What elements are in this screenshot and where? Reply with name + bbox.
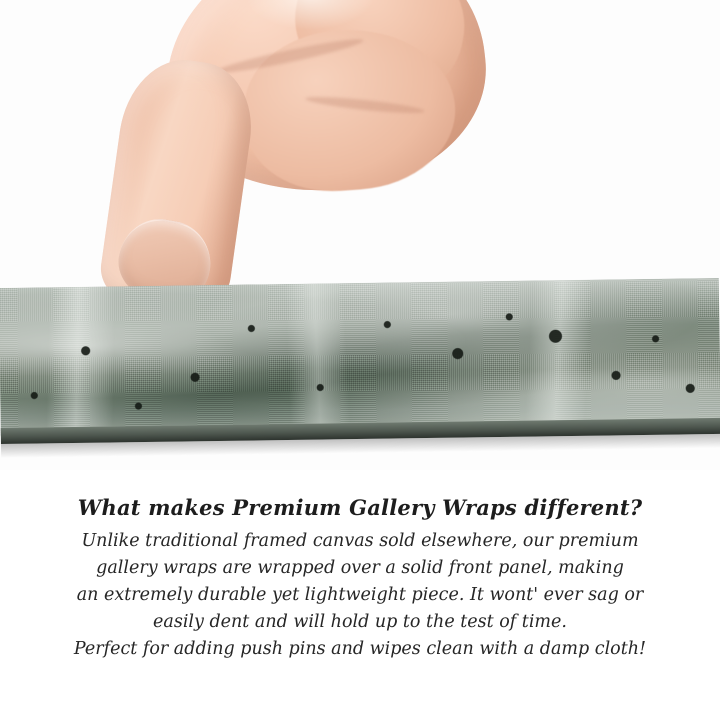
caption-line-3: an extremely durable yet lightweight piece. It wont' ever sag or — [76, 585, 644, 605]
caption-line-5: Perfect for adding push pins and wipes clean with a damp cloth! — [73, 639, 647, 659]
caption-block — [0, 495, 720, 663]
canvas-edge-band — [0, 278, 720, 463]
canvas-dark-specks — [0, 278, 720, 436]
caption-line-1: Unlike traditional framed canvas sold elsewhere, our premium — [81, 531, 639, 551]
caption-body — [0, 528, 720, 663]
caption-heading: What makes Premium Gallery Wraps different? — [77, 495, 643, 520]
caption-line-2: gallery wraps are wrapped over a solid front panel, making — [96, 558, 624, 578]
caption-line-4: easily dent and will hold up to the test of time. — [153, 612, 567, 632]
